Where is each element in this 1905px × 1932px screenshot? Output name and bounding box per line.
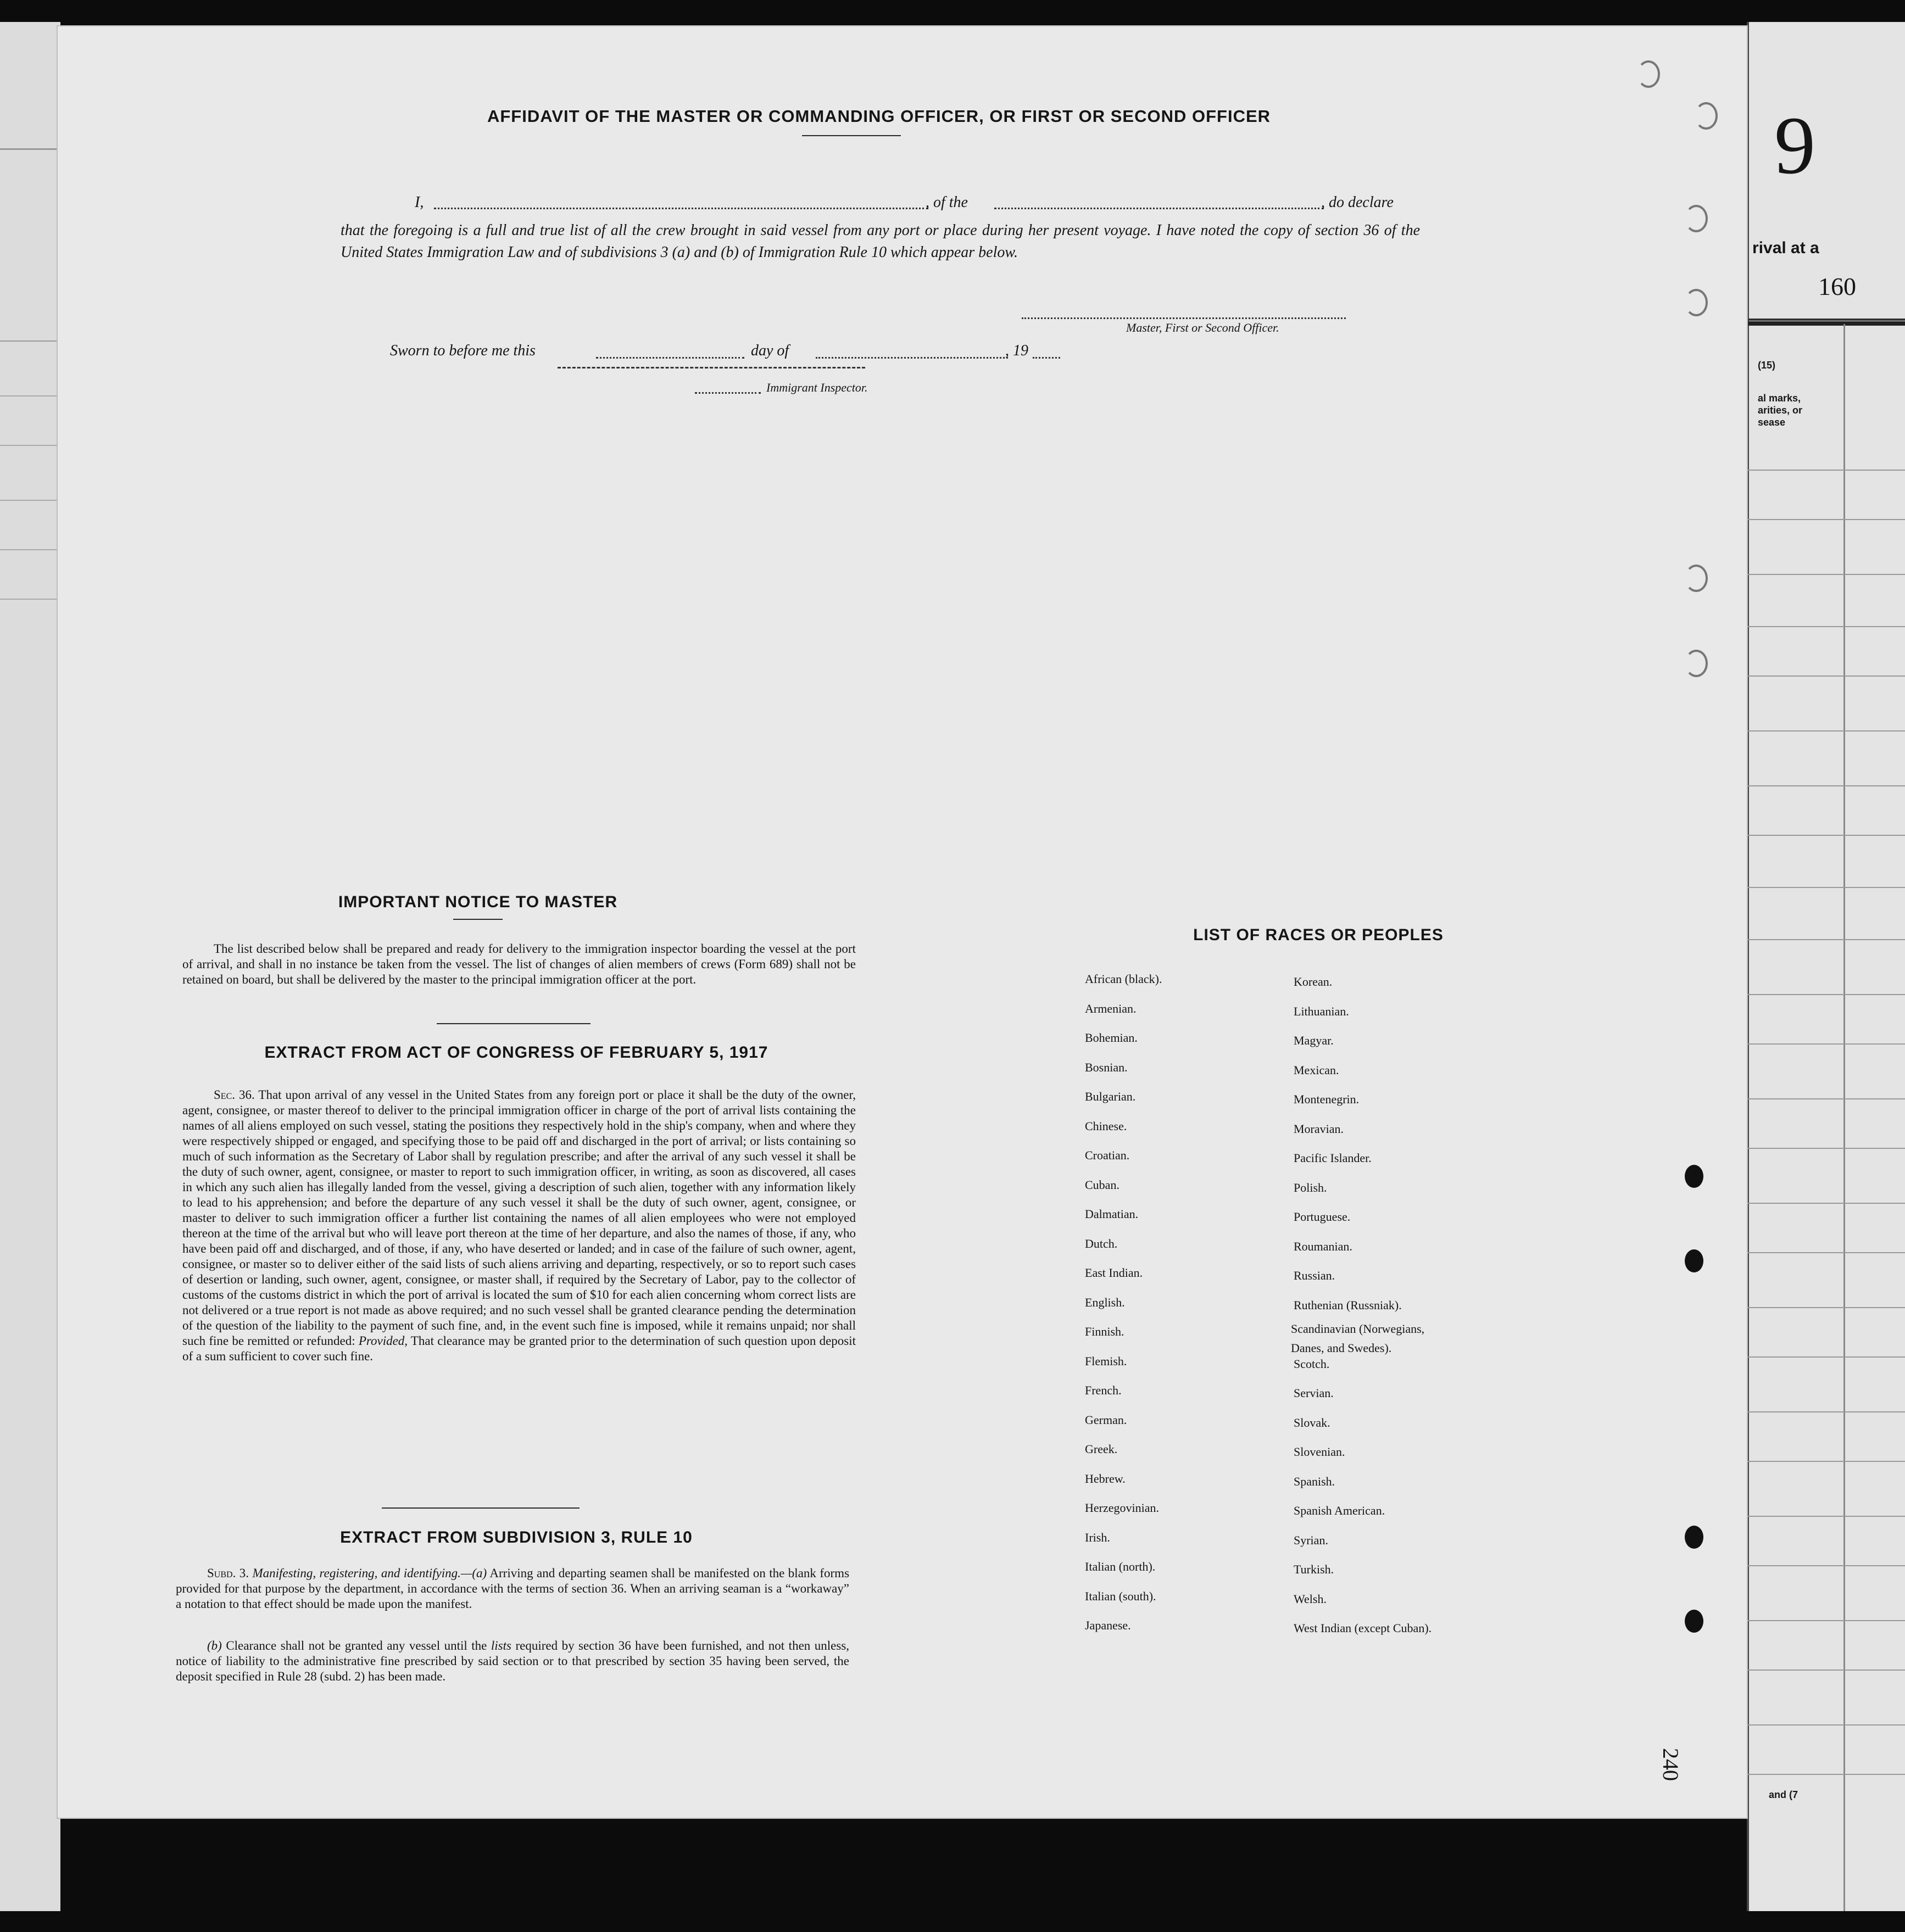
race-item: Italian (south). [1085,1589,1156,1603]
race-item: Flemish. [1085,1354,1127,1368]
divider [382,1507,580,1509]
race-item: West Indian (except Cuban). [1294,1621,1432,1635]
column-text-3: sease [1758,417,1786,428]
race-item: Lithuanian. [1294,1004,1349,1018]
handwritten-page-number: 160 [1818,272,1856,300]
race-item: Magyar. [1294,1034,1334,1047]
name-blank [434,208,928,209]
act-title: EXTRACT FROM ACT OF CONGRESS OF FEBRUARY 5, 1917 [264,1043,768,1062]
race-item: Syrian. [1294,1533,1328,1547]
bottom-fragment: and (7 [1769,1789,1798,1800]
column-text-2: arities, or [1758,405,1803,416]
inspector-line [558,367,865,368]
binder-hole [1685,289,1708,316]
race-item: Ruthenian (Russniak). [1294,1298,1402,1312]
race-item: Russian. [1294,1269,1335,1282]
race-item: African (black). [1085,972,1162,986]
race-item: Scotch. [1294,1356,1330,1371]
divider [453,919,503,920]
race-item: Irish. [1085,1530,1110,1544]
binder-hole [1685,205,1708,232]
race-item: East Indian. [1085,1266,1143,1280]
race-item: Servian. [1294,1386,1334,1400]
rotated-page-number: 240 [1658,1748,1683,1781]
act-body: That upon arrival of any vessel in the United States from any foreign port or place it shall be the duty of the owner, agent, consignee, or master thereof to deliver to the principal immigration officer in charge of the port of arrival lists containing the names of all aliens employed on such vessel, stating the positions they respectively hold in the ship's company, when and where they were respectively shipped or engaged, and specifying those to be paid off and discharged in the port of arrival; or lists containing so much of such information as the Secretary of Labor shall by regulation prescribe; and after the arrival of any such vessel it shall be the duty of such owner, agent, consignee, or master to report to such immigration officer, in writing, as soon as discovered, all cases in which any such alien has illegally landed from the vessel, giving a description of such alien, together with any information likely to lead to his apprehension; and before the departure of any such vessel it shall be the duty of such owner, agent, consignee, or master to deliver to such immigration officer a further list containing the names of all alien employees who were not employed thereon at the time of the arrival but who will leave port thereon at the time of her departure, and also the names of those, if any, who have been paid off and discharged, and of those, if any, who have deserted or landed; and in case of the failure of such owner, agent, consignee, or master so to deliver either of the said lists of such aliens arriving and departing, respectively, or so to report such cases of desertion or landing, such owner, agent, consignee, or master shall, if required by the Secretary of Labor, pay to the collector of customs of the customs district in which the port of arrival is located the sum of $10 for each alien concerning whom correct lists are not delivered or a true report is not made as above required; and no such vessel shall be granted clearance pending the determination of the question of the liability to the payment of such fine, and, in the event such fine is imposed, while it remains unpaid; nor shall such fine be remitted or refunded: [182,1088,856,1348]
binder-hole [1685,650,1708,677]
affidavit-paragraph: that the foregoing is a full and true list of all the crew brought in said vessel from any port or place during her present voyage. I have noted the copy of section 36 of the United States Immigration Law and of subdivisions 3 (a) and (b) of Immigration Rule 10 which appear below. [341,222,1420,261]
back-page-left [0,22,60,1911]
sworn-text: Sworn to before me this [390,342,536,359]
race-item: Bohemian. [1085,1031,1138,1045]
affidavit-declare: , do declare [1321,194,1394,211]
divider [437,1023,591,1024]
rule-a-label: —(a) [460,1566,487,1580]
act-sec-label: Sec. 36. [214,1088,255,1102]
affidavit-line-i: I, [415,194,424,211]
race-item: Dutch. [1085,1236,1118,1250]
sworn-month-blank [816,357,1008,359]
big-number-mark: 9 [1774,100,1815,191]
binder-hole [1685,565,1708,592]
race-item: Dalmatian. [1085,1207,1139,1221]
affidavit-of-the: , of the [926,194,968,211]
rule-subd-heading: Manifesting, registering, and identifying. [252,1566,461,1580]
race-item: Polish. [1294,1180,1327,1194]
divider [802,135,901,136]
race-item: Herzegovinian. [1085,1501,1159,1515]
rule-b-label: (b) [207,1639,222,1652]
race-item: Slovenian. [1294,1445,1345,1459]
column-text-1: al marks, [1758,393,1801,404]
binder-hole [1685,1610,1703,1633]
rule-subd-label: Subd. 3. [207,1566,249,1580]
inspector-caption: Immigrant Inspector. [766,381,868,394]
race-item: Scandinavian (Norwegians, [1291,1322,1425,1336]
signature-caption: Master, First or Second Officer. [1126,321,1279,334]
binder-hole [1685,1526,1703,1549]
binder-hole [1685,1249,1703,1272]
race-item: Cuban. [1085,1177,1119,1192]
race-item: Italian (north). [1085,1560,1156,1573]
rule-b-lists: lists [491,1639,511,1652]
binder-hole [1685,1165,1703,1188]
rule-b-body-2: required by section 36 have been furnished, and not then unless, notice of liability to the administrative fine prescribed by said section or to that prescribed by section 35 having been served, the deposit specified in Rule 28 (subd. 2) has been made. [176,1639,850,1683]
race-item: Portuguese. [1294,1210,1351,1224]
race-item: Bosnian. [1085,1060,1128,1074]
binder-hole [1695,102,1718,130]
race-item: Spanish. [1294,1474,1335,1488]
rule-b-body-1: Clearance shall not be granted any vessel until the [226,1639,487,1652]
act-text [182,1087,856,1364]
race-item: Korean. [1294,975,1333,989]
notice-title: IMPORTANT NOTICE TO MASTER [338,893,618,911]
binder-hole [1637,60,1660,88]
race-item: Croatian. [1085,1148,1130,1162]
race-item: English. [1085,1295,1125,1309]
race-item: Hebrew. [1085,1471,1126,1486]
race-item: German. [1085,1412,1127,1427]
race-item: Slovak. [1294,1415,1330,1430]
race-item: Greek. [1085,1442,1118,1456]
arrival-fragment: rival at a [1752,239,1819,257]
race-scandinavian-continued: Danes, and Swedes). [1291,1341,1392,1355]
race-item: French. [1085,1383,1122,1397]
race-item: Welsh. [1294,1592,1327,1606]
races-title: LIST OF RACES OR PEOPLES [1193,926,1444,944]
rule-title: EXTRACT FROM SUBDIVISION 3, RULE 10 [340,1528,693,1546]
sworn-year-blank [1033,357,1060,359]
inspector-lead [695,392,761,394]
race-item: Bulgarian. [1085,1090,1136,1103]
race-item: Roumanian. [1294,1239,1352,1253]
rule-b-text [176,1638,849,1684]
affidavit-title: AFFIDAVIT OF THE MASTER OR COMMANDING OFFICER, OR FIRST OR SECOND OFFICER [487,107,1271,126]
race-item: Mexican. [1294,1063,1339,1077]
sworn-day-of: day of [751,342,789,359]
race-item: Pacific Islander. [1294,1151,1372,1165]
race-item: Spanish American. [1294,1504,1385,1517]
act-provided-text: That clearance may be granted prior to the determination of such question upon deposit of a sum sufficient to cover such fine. [182,1334,856,1363]
back-page-right [1747,22,1905,1911]
race-item: Turkish. [1294,1562,1334,1576]
rule-a-text [176,1566,849,1612]
document-sheet [58,26,1747,1818]
race-item: Finnish. [1085,1325,1124,1338]
signature-line [1022,317,1346,319]
sworn-day-blank [596,357,744,359]
sworn-year: , 19 [1005,342,1028,359]
race-item: Armenian. [1085,1001,1137,1015]
act-provided-label: Provided, [358,1334,408,1348]
notice-text: The list described below shall be prepared and ready for delivery to the immigration inspector boarding the vessel at the port of arrival, and shall in no instance be taken from the vessel. The list of changes of alien members of crews (Form 689) shall not be retained on board, but shall be delivered by the master to the principal immigration officer at the port. [182,942,856,986]
race-item: Moravian. [1294,1121,1344,1136]
vessel-blank [994,208,1324,209]
race-item: Montenegrin. [1294,1092,1360,1106]
rule-a-body: Arriving and departing seamen shall be manifested on the blank forms provided for that purpose by the department, in accordance with the terms of section 36. When an arriving seaman is a “workaway” a notation to that effect should be made upon the manifest. [176,1566,850,1611]
race-item: Chinese. [1085,1119,1127,1133]
race-item: Japanese. [1085,1618,1131,1632]
column-number: (15) [1758,360,1776,371]
